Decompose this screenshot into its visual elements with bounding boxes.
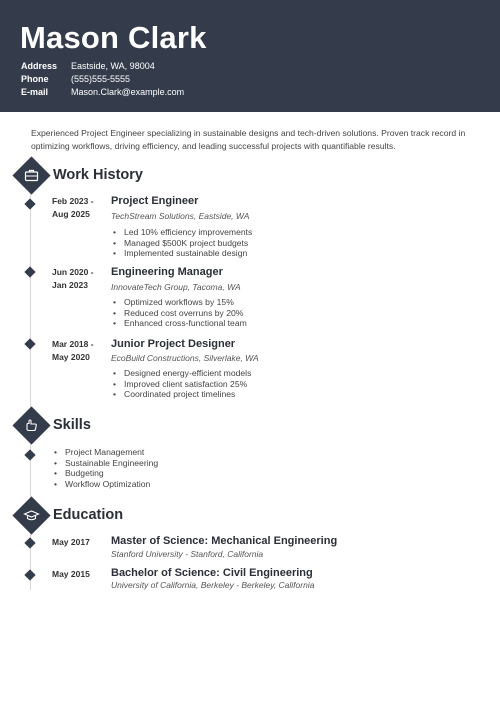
timeline-marker (24, 338, 35, 349)
professional-summary: Experienced Project Engineer specializing in sustainable designs and tech-driven solutions. Proven track record in optimizing workflows, driving efficiency, and leading successful projects with quantifiable results. (31, 128, 466, 151)
list-item: • Implemented sustainable design (113, 248, 252, 259)
email-line (21, 87, 184, 97)
graduation-cap-icon (12, 496, 50, 534)
phone-line (21, 74, 130, 84)
address-label: Address (21, 61, 58, 71)
job-bullets (113, 297, 247, 329)
job-company: InnovateTech Group, Tacoma, WA (111, 282, 241, 292)
job-date-start: Jun 2020 - (52, 267, 94, 277)
resume-header (0, 0, 500, 112)
work-history-title: Work History (53, 167, 143, 183)
list-item: • Workflow Optimization (54, 479, 158, 490)
list-item: • Improved client satisfaction 25% (113, 379, 251, 390)
job-company: TechStream Solutions, Eastside, WA (111, 211, 250, 221)
job-title: Project Engineer (111, 195, 199, 207)
job-date (52, 338, 94, 364)
candidate-name: Mason Clark (20, 20, 207, 55)
school-name: University of California, Berkeley - Berkeley, California (111, 580, 315, 590)
timeline-marker (24, 198, 35, 209)
list-item: • Project Management (54, 447, 158, 458)
degree-title: Bachelor of Science: Civil Engineering (111, 567, 313, 579)
job-date (52, 195, 94, 221)
address-value: Eastside, WA, 98004 (71, 61, 155, 71)
timeline-marker (24, 266, 35, 277)
school-name: Stanford University - Stanford, California (111, 549, 264, 559)
job-date-end: Jan 2023 (52, 280, 88, 290)
job-company: EcoBuild Constructions, Silverlake, WA (111, 353, 259, 363)
list-item: • Designed energy-efficient models (113, 368, 251, 379)
job-date-start: Mar 2018 - (52, 339, 94, 349)
job-title: Engineering Manager (111, 266, 223, 278)
list-item: • Coordinated project timelines (113, 389, 251, 400)
list-item: • Led 10% efficiency improvements (113, 227, 252, 238)
timeline-marker (24, 537, 35, 548)
list-item: • Reduced cost overruns by 20% (113, 308, 247, 319)
phone-value: (555)555-5555 (71, 74, 131, 84)
skills-list (54, 447, 158, 489)
briefcase-icon (12, 156, 50, 194)
timeline-marker (24, 569, 35, 580)
education-title: Education (53, 507, 124, 523)
job-date-start: Feb 2023 - (52, 196, 94, 206)
skills-title: Skills (53, 417, 91, 433)
list-item: • Budgeting (54, 468, 158, 479)
list-item: • Sustainable Engineering (54, 458, 158, 469)
job-title: Junior Project Designer (111, 338, 236, 350)
timeline-marker (24, 449, 35, 460)
job-date-end: Aug 2025 (52, 209, 90, 219)
email-value[interactable]: Mason.Clark@example.com (71, 87, 185, 97)
job-bullets (113, 368, 251, 400)
job-date-end: May 2020 (52, 352, 90, 362)
email-label: E-mail (21, 87, 49, 97)
skills-hand-icon (12, 406, 50, 444)
list-item: • Managed $500K project budgets (113, 238, 252, 249)
education-date: May 2017 (52, 537, 90, 547)
job-date (52, 266, 94, 292)
list-item: • Optimized workflows by 15% (113, 297, 247, 308)
address-line (21, 61, 155, 71)
job-bullets (113, 227, 252, 259)
education-date: May 2015 (52, 569, 90, 579)
list-item: • Enhanced cross-functional team (113, 318, 247, 329)
degree-title: Master of Science: Mechanical Engineering (111, 535, 338, 547)
phone-label: Phone (21, 74, 49, 84)
